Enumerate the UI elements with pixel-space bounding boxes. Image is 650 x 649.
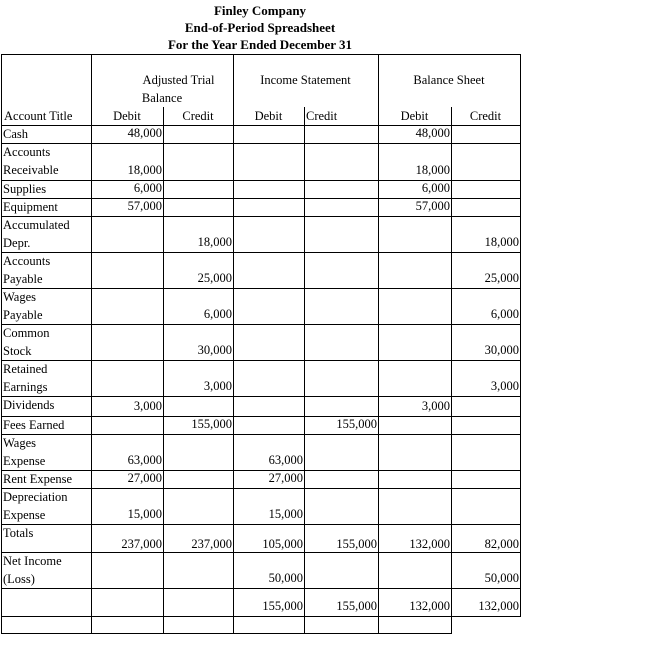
group-header-income-statement: Income Statement xyxy=(260,73,351,87)
account-title: Dividends xyxy=(3,398,55,412)
amount-cell: 18,000 xyxy=(484,235,519,249)
amount-cell: 6,000 xyxy=(133,181,162,195)
amount-cell: 63,000 xyxy=(268,453,303,467)
account-title: Earnings xyxy=(3,380,48,394)
row-divider xyxy=(1,524,521,525)
amount-cell: 15,000 xyxy=(127,507,162,521)
amount-cell: 25,000 xyxy=(197,271,232,285)
column-header-debit: Debit xyxy=(113,109,141,123)
account-title: Retained xyxy=(3,362,48,376)
amount-cell: 30,000 xyxy=(197,343,232,357)
row-divider xyxy=(1,252,521,253)
row-divider xyxy=(1,434,521,435)
amount-cell: 15,000 xyxy=(268,507,303,521)
account-title: Accumulated xyxy=(3,218,70,232)
amount-cell: 27,000 xyxy=(127,471,162,485)
amount-cell: 3,000 xyxy=(133,399,162,413)
account-title: Totals xyxy=(3,526,34,540)
amount-cell: 155,000 xyxy=(336,417,377,431)
amount-cell: 3,000 xyxy=(490,379,519,393)
account-title: Wages xyxy=(3,290,37,304)
amount-cell: 237,000 xyxy=(191,537,232,551)
account-title: Depreciation xyxy=(3,490,68,504)
row-divider xyxy=(1,488,521,489)
amount-cell: 48,000 xyxy=(127,126,162,140)
amount-cell: 82,000 xyxy=(484,537,519,551)
column-divider xyxy=(451,107,452,633)
column-divider xyxy=(520,54,521,616)
amount-cell: 3,000 xyxy=(421,399,450,413)
column-divider xyxy=(163,107,164,633)
column-header-credit: Credit xyxy=(469,109,502,123)
account-title: Common xyxy=(3,326,50,340)
account-title: Receivable xyxy=(3,163,59,177)
account-title: Equipment xyxy=(3,200,58,214)
row-divider xyxy=(1,396,521,397)
column-header-account-title: Account Title xyxy=(4,109,73,123)
column-header-credit: Credit xyxy=(306,109,338,123)
amount-cell: 63,000 xyxy=(127,453,162,467)
amount-cell: 25,000 xyxy=(484,271,519,285)
row-divider xyxy=(1,143,521,144)
amount-cell: 48,000 xyxy=(415,126,450,140)
account-title: Depr. xyxy=(3,236,31,250)
amount-cell: 50,000 xyxy=(268,571,303,585)
account-title: Accounts xyxy=(3,254,51,268)
account-title: Stock xyxy=(3,344,32,358)
account-title: Wages xyxy=(3,436,37,450)
table-bottom-border xyxy=(1,633,452,634)
account-title: Expense xyxy=(3,508,46,522)
amount-cell: 50,000 xyxy=(484,571,519,585)
account-title: Net Income xyxy=(3,554,62,568)
column-header-debit: Debit xyxy=(400,109,429,123)
amount-cell: 132,000 xyxy=(409,599,450,613)
account-title: Cash xyxy=(3,127,28,141)
column-header-debit: Debit xyxy=(254,109,283,123)
amount-cell: 155,000 xyxy=(336,537,377,551)
amount-cell: 105,000 xyxy=(262,537,303,551)
amount-cell: 132,000 xyxy=(409,537,450,551)
row-divider xyxy=(1,216,521,217)
company-name: Finley Company xyxy=(213,3,307,18)
row-divider xyxy=(1,552,521,553)
account-title: (Loss) xyxy=(3,572,35,586)
row-divider xyxy=(1,288,521,289)
group-header-trial-balance: Balance xyxy=(141,91,183,105)
amount-cell: 155,000 xyxy=(191,417,232,431)
account-title: Payable xyxy=(3,272,43,286)
row-divider xyxy=(1,588,521,589)
amount-cell: 6,000 xyxy=(490,307,519,321)
row-divider xyxy=(1,416,521,417)
amount-cell: 237,000 xyxy=(121,537,162,551)
column-header-credit: Credit xyxy=(182,109,214,123)
amount-cell: 155,000 xyxy=(262,599,303,613)
amount-cell: 27,000 xyxy=(268,471,303,485)
account-title: Expense xyxy=(3,454,46,468)
amount-cell: 18,000 xyxy=(197,235,232,249)
header-top-border xyxy=(1,54,521,55)
amount-cell: 57,000 xyxy=(127,199,162,213)
row-divider xyxy=(1,324,521,325)
account-title: Fees Earned xyxy=(3,418,65,432)
spreadsheet-title: End-of-Period Spreadsheet xyxy=(184,20,336,35)
amount-cell: 3,000 xyxy=(203,379,232,393)
account-title: Accounts xyxy=(3,145,51,159)
amount-cell: 57,000 xyxy=(415,199,450,213)
amount-cell: 132,000 xyxy=(478,599,519,613)
account-title: Supplies xyxy=(3,182,47,196)
column-divider xyxy=(1,54,2,633)
row-divider xyxy=(1,360,521,361)
column-divider xyxy=(304,107,305,633)
row-divider xyxy=(1,616,521,617)
group-header-balance-sheet: Balance Sheet xyxy=(413,73,485,87)
amount-cell: 6,000 xyxy=(421,181,450,195)
account-title: Rent Expense xyxy=(3,472,73,486)
period-line: For the Year Ended December 31 xyxy=(167,37,353,52)
account-title: Payable xyxy=(3,308,43,322)
amount-cell: 18,000 xyxy=(415,163,450,177)
amount-cell: 6,000 xyxy=(203,307,232,321)
amount-cell: 155,000 xyxy=(336,599,377,613)
amount-cell: 30,000 xyxy=(484,343,519,357)
amount-cell: 18,000 xyxy=(127,163,162,177)
group-header-trial-balance: Adjusted Trial xyxy=(142,73,215,87)
